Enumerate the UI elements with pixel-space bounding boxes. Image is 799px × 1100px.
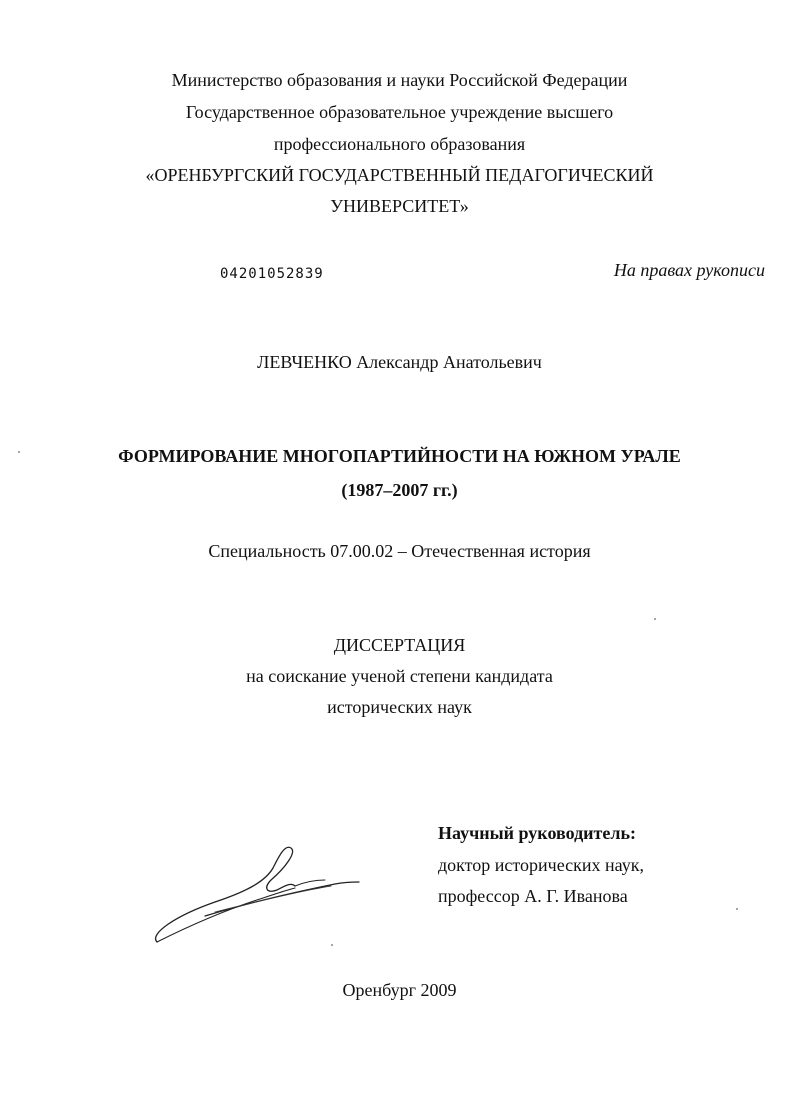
university-line-2: УНИВЕРСИТЕТ»: [330, 196, 469, 216]
supervisor-degree: доктор исторических наук,: [438, 855, 644, 875]
scan-speck: [18, 451, 20, 453]
ministry-line: Министерство образования и науки Российской Федерации: [171, 70, 628, 90]
scan-speck: [654, 618, 656, 620]
supervisor-name: профессор А. Г. Иванова: [438, 886, 628, 906]
author-surname: ЛЕВЧЕНКО: [257, 352, 352, 372]
registration-number: 04201052839: [220, 266, 324, 282]
supervisor-heading: Научный руководитель:: [438, 823, 636, 843]
degree-purpose-line-1: на соискание ученой степени кандидата: [246, 666, 553, 686]
city-year: Оренбург 2009: [342, 980, 457, 1000]
dissertation-label: ДИССЕРТАЦИЯ: [333, 635, 466, 655]
dissertation-title-line-1: ФОРМИРОВАНИЕ МНОГОПАРТИЙНОСТИ НА ЮЖНОМ УРАЛЕ: [118, 446, 681, 466]
handwritten-signature: [145, 838, 365, 948]
degree-purpose-line-2: исторических наук: [327, 697, 472, 717]
manuscript-note: На правах рукописи: [613, 260, 765, 280]
author-name: [0, 351, 799, 373]
scan-speck: [736, 908, 738, 910]
specialty-line: Специальность 07.00.02 – Отечественная история: [208, 541, 591, 561]
institution-line-1: Государственное образовательное учреждение высшего: [185, 102, 614, 122]
university-line-1: «ОРЕНБУРГСКИЙ ГОСУДАРСТВЕННЫЙ ПЕДАГОГИЧЕСКИЙ: [145, 165, 654, 185]
dissertation-title-line-2: (1987–2007 гг.): [341, 480, 458, 500]
scan-speck: [331, 944, 333, 946]
author-given-names: Александр Анатольевич: [356, 352, 542, 372]
institution-line-2: профессионального образования: [273, 134, 526, 154]
